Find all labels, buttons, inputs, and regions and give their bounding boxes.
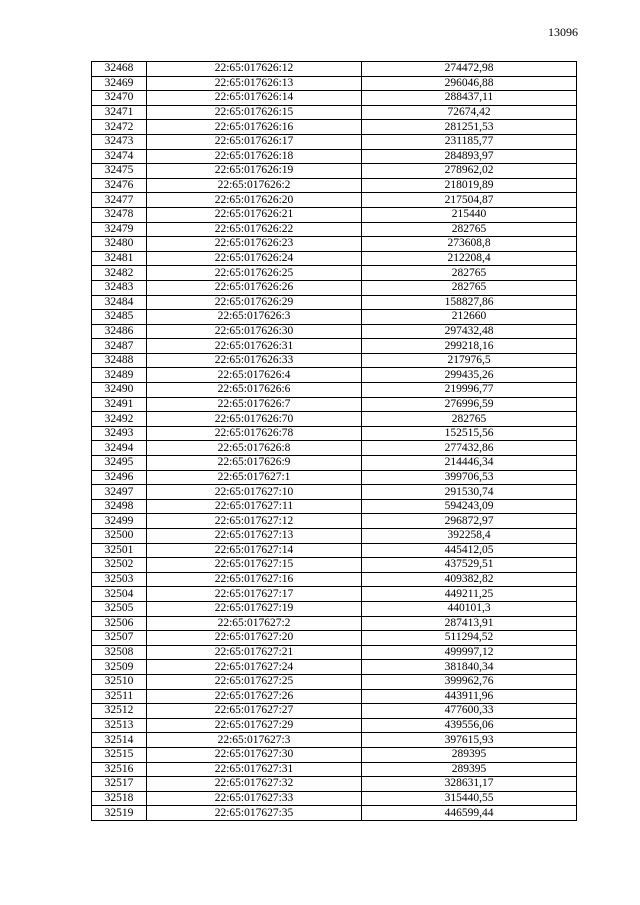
row-number-cell: 32519	[92, 806, 147, 821]
cadastral-number-cell: 22:65:017627:13	[147, 529, 362, 544]
row-number-cell: 32483	[92, 280, 147, 295]
row-number-cell: 32481	[92, 251, 147, 266]
value-cell: 299218,16	[362, 339, 577, 354]
row-number-cell: 32503	[92, 572, 147, 587]
cadastral-value-table	[91, 61, 577, 821]
table-row	[92, 120, 577, 135]
table-row	[92, 105, 577, 120]
row-number-cell: 32468	[92, 62, 147, 77]
row-number-cell: 32493	[92, 426, 147, 441]
value-cell: 274472,98	[362, 62, 577, 77]
row-number-cell: 32507	[92, 631, 147, 646]
cadastral-number-cell: 22:65:017626:22	[147, 222, 362, 237]
table-row	[92, 441, 577, 456]
value-cell: 158827,86	[362, 295, 577, 310]
cadastral-number-cell: 22:65:017626:3	[147, 310, 362, 325]
value-cell: 282765	[362, 412, 577, 427]
table-row	[92, 310, 577, 325]
value-cell: 399706,53	[362, 470, 577, 485]
cadastral-number-cell: 22:65:017626:4	[147, 368, 362, 383]
value-cell: 296046,88	[362, 76, 577, 91]
table-row	[92, 339, 577, 354]
cadastral-number-cell: 22:65:017626:24	[147, 251, 362, 266]
cadastral-number-cell: 22:65:017626:78	[147, 426, 362, 441]
cadastral-number-cell: 22:65:017626:19	[147, 164, 362, 179]
row-number-cell: 32486	[92, 324, 147, 339]
table-row	[92, 456, 577, 471]
value-cell: 214446,34	[362, 456, 577, 471]
table-row	[92, 134, 577, 149]
table-row	[92, 193, 577, 208]
table-row	[92, 587, 577, 602]
value-cell: 217976,5	[362, 353, 577, 368]
value-cell: 231185,77	[362, 134, 577, 149]
row-number-cell: 32515	[92, 747, 147, 762]
table-row	[92, 499, 577, 514]
table-row	[92, 251, 577, 266]
table-row	[92, 718, 577, 733]
value-cell: 284893,97	[362, 149, 577, 164]
table-row	[92, 762, 577, 777]
cadastral-number-cell: 22:65:017626:70	[147, 412, 362, 427]
value-cell: 219996,77	[362, 383, 577, 398]
value-cell: 409382,82	[362, 572, 577, 587]
row-number-cell: 32501	[92, 543, 147, 558]
row-number-cell: 32510	[92, 674, 147, 689]
table-row	[92, 383, 577, 398]
row-number-cell: 32488	[92, 353, 147, 368]
cadastral-number-cell: 22:65:017626:18	[147, 149, 362, 164]
value-cell: 594243,09	[362, 499, 577, 514]
table-row	[92, 558, 577, 573]
value-cell: 439556,06	[362, 718, 577, 733]
row-number-cell: 32518	[92, 791, 147, 806]
value-cell: 437529,51	[362, 558, 577, 573]
cadastral-number-cell: 22:65:017626:13	[147, 76, 362, 91]
row-number-cell: 32476	[92, 178, 147, 193]
row-number-cell: 32469	[92, 76, 147, 91]
cadastral-number-cell: 22:65:017627:10	[147, 485, 362, 500]
value-cell: 443911,96	[362, 689, 577, 704]
table-row	[92, 91, 577, 106]
table-row	[92, 791, 577, 806]
value-cell: 296872,97	[362, 514, 577, 529]
table-row	[92, 76, 577, 91]
row-number-cell: 32478	[92, 207, 147, 222]
cadastral-number-cell: 22:65:017627:11	[147, 499, 362, 514]
value-cell: 287413,91	[362, 616, 577, 631]
table-row	[92, 674, 577, 689]
row-number-cell: 32502	[92, 558, 147, 573]
table-row	[92, 601, 577, 616]
row-number-cell: 32471	[92, 105, 147, 120]
cadastral-number-cell: 22:65:017626:2	[147, 178, 362, 193]
cadastral-number-cell: 22:65:017627:14	[147, 543, 362, 558]
row-number-cell: 32475	[92, 164, 147, 179]
table-row	[92, 368, 577, 383]
table-body	[92, 62, 577, 821]
cadastral-number-cell: 22:65:017626:30	[147, 324, 362, 339]
value-cell: 281251,53	[362, 120, 577, 135]
cadastral-number-cell: 22:65:017627:30	[147, 747, 362, 762]
row-number-cell: 32491	[92, 397, 147, 412]
cadastral-number-cell: 22:65:017627:20	[147, 631, 362, 646]
cadastral-number-cell: 22:65:017626:29	[147, 295, 362, 310]
row-number-cell: 32489	[92, 368, 147, 383]
value-cell: 315440,55	[362, 791, 577, 806]
value-cell: 72674,42	[362, 105, 577, 120]
row-number-cell: 32498	[92, 499, 147, 514]
value-cell: 399962,76	[362, 674, 577, 689]
row-number-cell: 32514	[92, 733, 147, 748]
table-row	[92, 412, 577, 427]
value-cell: 477600,33	[362, 704, 577, 719]
table-row	[92, 572, 577, 587]
value-cell: 276996,59	[362, 397, 577, 412]
row-number-cell: 32473	[92, 134, 147, 149]
table-row	[92, 426, 577, 441]
cadastral-number-cell: 22:65:017626:12	[147, 62, 362, 77]
cadastral-number-cell: 22:65:017626:16	[147, 120, 362, 135]
cadastral-number-cell: 22:65:017627:19	[147, 601, 362, 616]
value-cell: 291530,74	[362, 485, 577, 500]
cadastral-number-cell: 22:65:017626:33	[147, 353, 362, 368]
value-cell: 499997,12	[362, 645, 577, 660]
table-row	[92, 62, 577, 77]
cadastral-number-cell: 22:65:017627:15	[147, 558, 362, 573]
table-row	[92, 777, 577, 792]
row-number-cell: 32512	[92, 704, 147, 719]
row-number-cell: 32482	[92, 266, 147, 281]
table-row	[92, 222, 577, 237]
value-cell: 288437,11	[362, 91, 577, 106]
row-number-cell: 32494	[92, 441, 147, 456]
value-cell: 273608,8	[362, 237, 577, 252]
value-cell: 218019,89	[362, 178, 577, 193]
table-row	[92, 266, 577, 281]
value-cell: 392258,4	[362, 529, 577, 544]
row-number-cell: 32496	[92, 470, 147, 485]
value-cell: 328631,17	[362, 777, 577, 792]
value-cell: 449211,25	[362, 587, 577, 602]
table-row	[92, 616, 577, 631]
row-number-cell: 32500	[92, 529, 147, 544]
row-number-cell: 32497	[92, 485, 147, 500]
table-row	[92, 631, 577, 646]
cadastral-number-cell: 22:65:017626:6	[147, 383, 362, 398]
row-number-cell: 32480	[92, 237, 147, 252]
row-number-cell: 32487	[92, 339, 147, 354]
row-number-cell: 32517	[92, 777, 147, 792]
cadastral-number-cell: 22:65:017627:16	[147, 572, 362, 587]
cadastral-number-cell: 22:65:017626:8	[147, 441, 362, 456]
table-row	[92, 645, 577, 660]
cadastral-number-cell: 22:65:017627:1	[147, 470, 362, 485]
cadastral-number-cell: 22:65:017626:15	[147, 105, 362, 120]
value-cell: 152515,56	[362, 426, 577, 441]
cadastral-number-cell: 22:65:017626:9	[147, 456, 362, 471]
table-row	[92, 470, 577, 485]
table-row	[92, 353, 577, 368]
table-row	[92, 806, 577, 821]
cadastral-number-cell: 22:65:017627:24	[147, 660, 362, 675]
cadastral-number-cell: 22:65:017627:26	[147, 689, 362, 704]
cadastral-number-cell: 22:65:017626:23	[147, 237, 362, 252]
row-number-cell: 32484	[92, 295, 147, 310]
cadastral-number-cell: 22:65:017626:21	[147, 207, 362, 222]
value-cell: 277432,86	[362, 441, 577, 456]
row-number-cell: 32504	[92, 587, 147, 602]
cadastral-number-cell: 22:65:017626:20	[147, 193, 362, 208]
value-cell: 289395	[362, 747, 577, 762]
cadastral-number-cell: 22:65:017627:12	[147, 514, 362, 529]
row-number-cell: 32506	[92, 616, 147, 631]
row-number-cell: 32509	[92, 660, 147, 675]
value-cell: 217504,87	[362, 193, 577, 208]
row-number-cell: 32513	[92, 718, 147, 733]
table-row	[92, 689, 577, 704]
table-row	[92, 397, 577, 412]
cadastral-number-cell: 22:65:017627:32	[147, 777, 362, 792]
table-row	[92, 164, 577, 179]
cadastral-number-cell: 22:65:017626:17	[147, 134, 362, 149]
cadastral-number-cell: 22:65:017626:26	[147, 280, 362, 295]
value-cell: 381840,34	[362, 660, 577, 675]
row-number-cell: 32492	[92, 412, 147, 427]
table-row	[92, 485, 577, 500]
cadastral-number-cell: 22:65:017627:29	[147, 718, 362, 733]
table-row	[92, 733, 577, 748]
cadastral-number-cell: 22:65:017626:25	[147, 266, 362, 281]
value-cell: 282765	[362, 280, 577, 295]
table-row	[92, 324, 577, 339]
cadastral-number-cell: 22:65:017627:25	[147, 674, 362, 689]
value-cell: 445412,05	[362, 543, 577, 558]
cadastral-number-cell: 22:65:017627:2	[147, 616, 362, 631]
page-number: 13096	[548, 25, 578, 39]
row-number-cell: 32511	[92, 689, 147, 704]
table-row	[92, 207, 577, 222]
value-cell: 212208,4	[362, 251, 577, 266]
cadastral-number-cell: 22:65:017626:31	[147, 339, 362, 354]
table-row	[92, 280, 577, 295]
table-row	[92, 543, 577, 558]
row-number-cell: 32472	[92, 120, 147, 135]
table-row	[92, 529, 577, 544]
value-cell: 511294,52	[362, 631, 577, 646]
value-cell: 297432,48	[362, 324, 577, 339]
value-cell: 446599,44	[362, 806, 577, 821]
table-row	[92, 178, 577, 193]
row-number-cell: 32516	[92, 762, 147, 777]
table-row	[92, 514, 577, 529]
row-number-cell: 32508	[92, 645, 147, 660]
cadastral-number-cell: 22:65:017627:17	[147, 587, 362, 602]
value-cell: 299435,26	[362, 368, 577, 383]
table-row	[92, 747, 577, 762]
value-cell: 212660	[362, 310, 577, 325]
row-number-cell: 32499	[92, 514, 147, 529]
value-cell: 282765	[362, 222, 577, 237]
cadastral-number-cell: 22:65:017627:33	[147, 791, 362, 806]
cadastral-number-cell: 22:65:017627:27	[147, 704, 362, 719]
table-row	[92, 149, 577, 164]
cadastral-number-cell: 22:65:017627:3	[147, 733, 362, 748]
row-number-cell: 32479	[92, 222, 147, 237]
table-row	[92, 237, 577, 252]
cadastral-number-cell: 22:65:017626:7	[147, 397, 362, 412]
value-cell: 397615,93	[362, 733, 577, 748]
row-number-cell: 32495	[92, 456, 147, 471]
table-row	[92, 295, 577, 310]
row-number-cell: 32490	[92, 383, 147, 398]
row-number-cell: 32485	[92, 310, 147, 325]
row-number-cell: 32505	[92, 601, 147, 616]
table-row	[92, 704, 577, 719]
cadastral-number-cell: 22:65:017627:31	[147, 762, 362, 777]
value-cell: 215440	[362, 207, 577, 222]
table-row	[92, 660, 577, 675]
value-cell: 282765	[362, 266, 577, 281]
value-cell: 278962,02	[362, 164, 577, 179]
cadastral-number-cell: 22:65:017626:14	[147, 91, 362, 106]
value-cell: 440101,3	[362, 601, 577, 616]
row-number-cell: 32470	[92, 91, 147, 106]
cadastral-number-cell: 22:65:017627:21	[147, 645, 362, 660]
row-number-cell: 32474	[92, 149, 147, 164]
cadastral-number-cell: 22:65:017627:35	[147, 806, 362, 821]
value-cell: 289395	[362, 762, 577, 777]
row-number-cell: 32477	[92, 193, 147, 208]
